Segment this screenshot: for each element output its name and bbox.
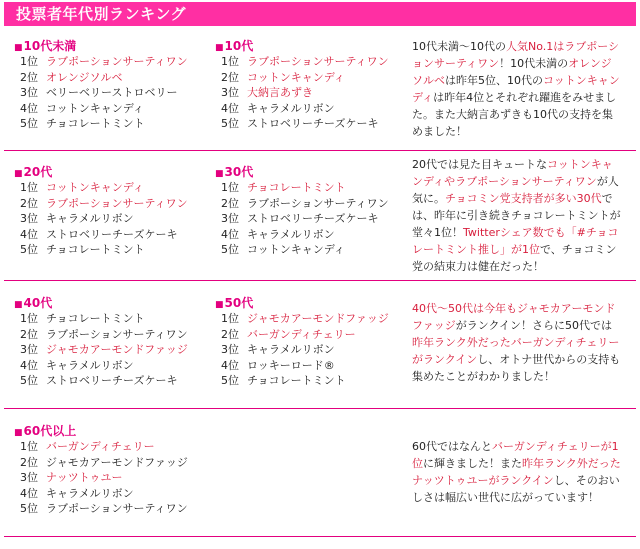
- rank-item: [14, 211, 209, 227]
- rank-item: [14, 342, 209, 358]
- description-text: し、オトナ世代からの支持も集めたことがわかりました！: [412, 353, 621, 383]
- rank-number: 3位: [221, 212, 239, 225]
- rank-item: [14, 311, 209, 327]
- rank-number: 3位: [20, 86, 38, 99]
- rank-item: [215, 54, 410, 70]
- flavor-name: ストロベリーチーズケーキ: [46, 227, 178, 241]
- rank-number: 5位: [221, 243, 239, 256]
- flavor-name: チョコレートミント: [46, 243, 145, 256]
- flavor-name: コットンキャンディ: [247, 243, 345, 256]
- flavor-name: ラブポーションサーティワン: [46, 327, 188, 341]
- description-text: がランクイン！さらに50代では: [455, 319, 613, 332]
- description-text: では、昨年に引き続きチョコレートミントが堂々1位！: [412, 192, 621, 239]
- section-description: [412, 156, 622, 275]
- rank-number: 1位: [221, 55, 239, 68]
- flavor-name: オレンジソルベ: [46, 70, 123, 84]
- rank-item: [215, 211, 410, 227]
- rank-list: [215, 311, 410, 389]
- rank-item: [215, 180, 410, 196]
- rank-number: 5位: [20, 117, 38, 130]
- age-column-under10: [14, 39, 209, 132]
- flavor-name: キャラメルリボン: [46, 212, 134, 225]
- rank-item: [14, 85, 209, 101]
- flavor-name: キャラメルリボン: [247, 101, 335, 115]
- age-heading: ■20代: [14, 165, 53, 179]
- title-banner: [4, 2, 636, 26]
- rank-item: [215, 85, 410, 101]
- flavor-name: ナッツトゥユー: [46, 471, 123, 484]
- highlighted-text: バーガンディチェリーが1位: [412, 440, 619, 470]
- highlighted-text: コットンキャンディやラブポーションサーティワン: [412, 158, 613, 188]
- highlighted-text: 人気No.1はラブポーションサーティワン: [412, 40, 620, 70]
- rank-item: [14, 180, 209, 196]
- section-description: [412, 300, 622, 385]
- flavor-name: キャラメルリボン: [46, 486, 134, 500]
- rank-number: 5位: [20, 502, 38, 515]
- rank-number: 2位: [221, 327, 239, 341]
- rank-item: [215, 342, 410, 358]
- rank-number: 2位: [20, 70, 38, 84]
- rank-item: [215, 373, 410, 389]
- highlighted-text: オレンジソルベ: [412, 57, 612, 87]
- rank-number: 5位: [20, 374, 38, 387]
- section-description: [412, 438, 622, 506]
- rank-number: 5位: [221, 117, 239, 130]
- rank-number: 2位: [20, 196, 38, 210]
- rank-number: 1位: [221, 312, 239, 325]
- rank-item: [215, 101, 410, 117]
- flavor-name: キャラメルリボン: [247, 343, 335, 356]
- age-heading: ■30代: [215, 165, 254, 179]
- rank-item: [14, 327, 209, 343]
- rank-number: 4位: [20, 358, 38, 372]
- rank-number: 2位: [221, 70, 239, 84]
- rank-item: [14, 358, 209, 374]
- flavor-name: ジャモカアーモンドファッジ: [46, 455, 188, 469]
- description-text: 20代では見た目キュートな: [412, 158, 547, 171]
- rank-item: [215, 196, 410, 212]
- rank-list: [14, 439, 209, 517]
- flavor-name: キャラメルリボン: [46, 358, 134, 372]
- flavor-name: ストロベリーチーズケーキ: [247, 212, 379, 225]
- flavor-name: チョコレートミント: [247, 181, 346, 194]
- rank-item: [215, 327, 410, 343]
- rank-item: [215, 242, 410, 258]
- description-text: は昨年4位とそれぞれ躍進をみせました。また大納言あずきも10代の支持を集めました！: [412, 91, 617, 138]
- flavor-name: バーガンディチェリー: [247, 327, 356, 341]
- flavor-name: コットンキャンディ: [46, 181, 144, 194]
- rank-item: [14, 227, 209, 243]
- rank-item: [14, 116, 209, 132]
- rank-number: 3位: [221, 86, 239, 99]
- rank-number: 5位: [20, 243, 38, 256]
- square-bullet-icon: ■: [215, 300, 224, 310]
- age-column-60plus: [14, 424, 209, 517]
- rank-number: 3位: [20, 212, 38, 225]
- description-text: は昨年5位、10代の: [445, 74, 543, 87]
- flavor-name: ストロベリーチーズケーキ: [247, 117, 379, 130]
- age-heading: ■50代: [215, 296, 254, 310]
- flavor-name: ラブポーションサーティワン: [46, 196, 188, 210]
- age-heading: ■60代以上: [14, 424, 77, 438]
- highlighted-text: 昨年ランク外だったナッツトゥユーがランクイン: [412, 457, 621, 487]
- rank-number: 1位: [20, 181, 38, 194]
- rank-number: 2位: [20, 455, 38, 469]
- square-bullet-icon: ■: [215, 169, 224, 179]
- rank-item: [14, 439, 209, 455]
- rank-number: 2位: [221, 196, 239, 210]
- description-text: ！10代未満の: [499, 57, 569, 70]
- highlighted-text: チョコミン党支持者が多い30代: [445, 192, 602, 205]
- square-bullet-icon: ■: [14, 43, 23, 53]
- flavor-name: バーガンディチェリー: [46, 440, 155, 453]
- description-text: が人気に。: [412, 175, 619, 205]
- flavor-name: キャラメルリボン: [247, 227, 335, 241]
- rank-list: [14, 311, 209, 389]
- section-description: [412, 38, 622, 140]
- rank-item: [215, 70, 410, 86]
- flavor-name: チョコレートミント: [46, 312, 145, 325]
- age-heading: ■10代未満: [14, 39, 77, 53]
- rank-number: 4位: [20, 486, 38, 500]
- rank-item: [14, 373, 209, 389]
- rank-number: 1位: [20, 312, 38, 325]
- rank-item: [14, 470, 209, 486]
- rank-number: 4位: [20, 101, 38, 115]
- flavor-name: コットンキャンディ: [247, 70, 345, 84]
- rank-item: [14, 486, 209, 502]
- section-divider: [4, 150, 636, 151]
- rank-list: [215, 180, 410, 258]
- flavor-name: チョコレートミント: [46, 117, 145, 130]
- rank-item: [14, 501, 209, 517]
- description-text: 60代ではなんと: [412, 440, 492, 453]
- description-text: 10代未満～10代の: [412, 40, 506, 53]
- rank-number: 3位: [221, 343, 239, 356]
- flavor-name: 大納言あずき: [247, 86, 313, 99]
- rank-item: [14, 196, 209, 212]
- section-divider: [4, 536, 636, 537]
- age-column-10s: [215, 39, 410, 132]
- description-text: で、チョコミン党の結束力は健在だった！: [412, 243, 617, 273]
- flavor-name: コットンキャンディ: [46, 101, 144, 115]
- page-title: 投票者年代別ランキング: [16, 5, 187, 23]
- rank-number: 4位: [20, 227, 38, 241]
- description-text: に輝きました！また: [423, 457, 522, 470]
- rank-number: 1位: [20, 440, 38, 453]
- rank-number: 3位: [20, 343, 38, 356]
- rank-item: [215, 311, 410, 327]
- rank-item: [14, 455, 209, 471]
- section-divider: [4, 408, 636, 409]
- age-column-40s: [14, 296, 209, 389]
- square-bullet-icon: ■: [14, 300, 23, 310]
- rank-number: 3位: [20, 471, 38, 484]
- highlighted-text: Twitterシェア数でも「#チョコレートミント推し」が1位: [412, 226, 619, 256]
- rank-item: [14, 101, 209, 117]
- flavor-name: ラブポーションサーティワン: [46, 55, 188, 68]
- rank-list: [14, 180, 209, 258]
- rank-item: [215, 116, 410, 132]
- rank-number: 4位: [221, 101, 239, 115]
- rank-number: 4位: [221, 227, 239, 241]
- flavor-name: ラブポーションサーティワン: [46, 502, 188, 515]
- age-column-50s: [215, 296, 410, 389]
- flavor-name: ベリーベリーストロベリー: [46, 86, 178, 99]
- rank-item: [14, 54, 209, 70]
- highlighted-text: 40代～50代は今年もジャモカアーモンドファッジ: [412, 302, 616, 332]
- square-bullet-icon: ■: [14, 428, 23, 438]
- rank-number: 5位: [221, 374, 239, 387]
- flavor-name: ストロベリーチーズケーキ: [46, 374, 178, 387]
- flavor-name: ラブポーションサーティワン: [247, 196, 389, 210]
- rank-item: [14, 242, 209, 258]
- flavor-name: ロッキーロード®: [247, 358, 335, 372]
- rank-item: [215, 358, 410, 374]
- flavor-name: ジャモカアーモンドファッジ: [46, 343, 188, 356]
- age-column-30s: [215, 165, 410, 258]
- flavor-name: チョコレートミント: [247, 374, 346, 387]
- rank-list: [215, 54, 410, 132]
- square-bullet-icon: ■: [14, 169, 23, 179]
- highlighted-text: コットンキャンディ: [412, 74, 620, 104]
- section-divider: [4, 280, 636, 281]
- age-heading: ■40代: [14, 296, 53, 310]
- age-column-20s: [14, 165, 209, 258]
- square-bullet-icon: ■: [215, 43, 224, 53]
- flavor-name: ジャモカアーモンドファッジ: [247, 312, 389, 325]
- rank-item: [14, 70, 209, 86]
- flavor-name: ラブポーションサーティワン: [247, 55, 389, 68]
- description-text: し、そのおいしさは幅広い世代に広がっています！: [412, 474, 620, 504]
- rank-item: [215, 227, 410, 243]
- highlighted-text: 昨年ランク外だったバーガンディチェリーがランクイン: [412, 336, 620, 366]
- age-heading: ■10代: [215, 39, 254, 53]
- rank-number: 2位: [20, 327, 38, 341]
- rank-number: 4位: [221, 358, 239, 372]
- rank-number: 1位: [20, 55, 38, 68]
- rank-list: [14, 54, 209, 132]
- rank-number: 1位: [221, 181, 239, 194]
